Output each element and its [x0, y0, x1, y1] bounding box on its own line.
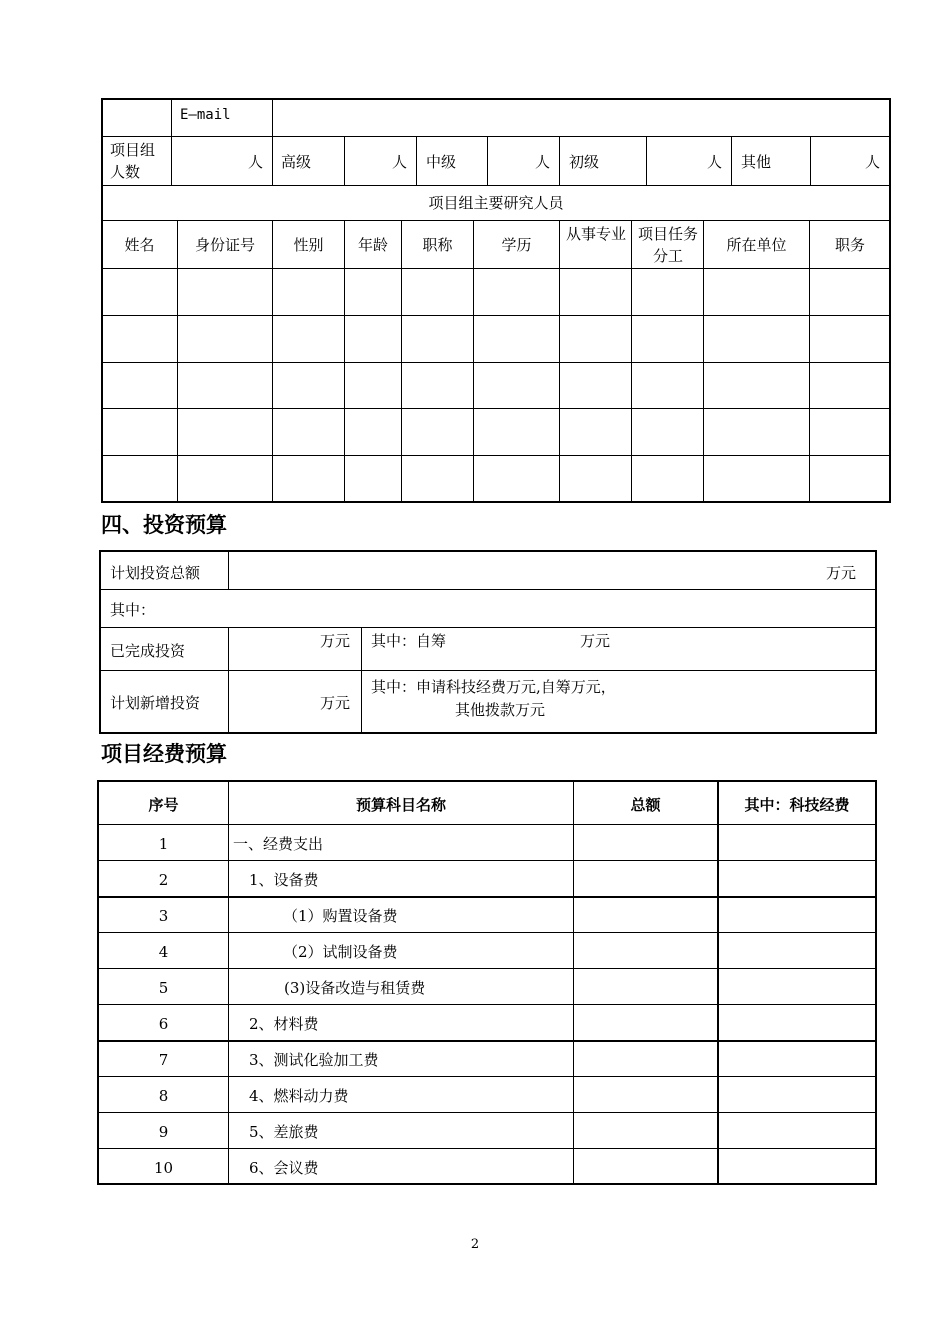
- total-investment-unit: 万元: [826, 564, 857, 582]
- budget-row-no: 1: [158, 835, 169, 853]
- budget-row-no: 2: [158, 871, 169, 889]
- section4-heading: 四、投资预算: [101, 513, 227, 537]
- col-unit: 所在单位: [726, 236, 787, 254]
- other-label: 其他: [741, 153, 772, 171]
- total-person-unit: 人: [248, 153, 264, 171]
- budget-row-no: 6: [158, 1015, 169, 1033]
- budget-row-no: 5: [158, 979, 169, 997]
- planned-detail-line1: 其中：申请科技经费万元,自筹万元，: [371, 678, 616, 696]
- budget-col-no: 序号: [148, 796, 179, 814]
- budget-row-name: 1、设备费: [249, 871, 319, 889]
- main-researchers-title: 项目组主要研究人员: [428, 194, 564, 212]
- budget-row-no: 7: [158, 1051, 169, 1069]
- group-count-label: 项目组人数: [110, 141, 156, 181]
- col-task-division: 项目任务分工: [638, 225, 699, 265]
- junior-label: 初级: [569, 153, 600, 171]
- budget-col-total: 总额: [630, 796, 661, 814]
- budget-row-name: 2、材料费: [249, 1015, 319, 1033]
- col-position: 职务: [834, 236, 865, 254]
- junior-person-unit: 人: [707, 153, 723, 171]
- senior-person-unit: 人: [392, 153, 408, 171]
- budget-row-name: 6、会议费: [249, 1159, 319, 1177]
- col-education: 学历: [501, 236, 532, 254]
- planned-investment-label: 计划新增投资: [110, 694, 201, 712]
- budget-row-name: 3、测试化验加工费: [249, 1051, 379, 1069]
- planned-detail-line2: 其他拨款万元: [455, 701, 546, 719]
- page-number: 2: [470, 1237, 480, 1252]
- mid-person-unit: 人: [535, 153, 551, 171]
- col-gender: 性别: [293, 236, 324, 254]
- completed-self-raised-unit: 万元: [580, 632, 611, 650]
- col-age: 年龄: [357, 236, 388, 254]
- other-person-unit: 人: [865, 153, 881, 171]
- budget-heading: 项目经费预算: [101, 742, 227, 766]
- budget-row-name: (3)设备改造与租赁费: [284, 979, 426, 997]
- col-name: 姓名: [124, 236, 155, 254]
- budget-col-item: 预算科目名称: [355, 796, 446, 814]
- budget-row-no: 4: [158, 943, 169, 961]
- budget-row-name: 一、经费支出: [233, 835, 324, 853]
- senior-label: 高级: [281, 153, 312, 171]
- budget-col-tech-funds: 其中：科技经费: [744, 796, 850, 814]
- budget-row-name: （2）试制设备费: [283, 943, 398, 961]
- budget-row-no: 10: [153, 1159, 174, 1177]
- budget-row-name: （1）购置设备费: [283, 907, 398, 925]
- budget-row-no: 8: [158, 1087, 169, 1105]
- budget-row-no: 3: [158, 907, 169, 925]
- budget-row-no: 9: [158, 1123, 169, 1141]
- planned-investment-unit: 万元: [320, 694, 351, 712]
- of-which-label: 其中：: [110, 601, 156, 619]
- col-title: 职称: [422, 236, 453, 254]
- completed-investment-label: 已完成投资: [110, 642, 186, 660]
- budget-row-name: 4、燃料动力费: [249, 1087, 349, 1105]
- col-specialty: 从事专业: [566, 225, 627, 243]
- total-investment-label: 计划投资总额: [110, 564, 201, 582]
- email-label: E—mail: [180, 107, 231, 123]
- completed-investment-unit: 万元: [320, 632, 351, 650]
- mid-label: 中级: [426, 153, 457, 171]
- budget-row-name: 5、差旅费: [249, 1123, 319, 1141]
- completed-self-raised: 其中：自筹: [371, 632, 447, 650]
- col-id-number: 身份证号: [194, 236, 255, 254]
